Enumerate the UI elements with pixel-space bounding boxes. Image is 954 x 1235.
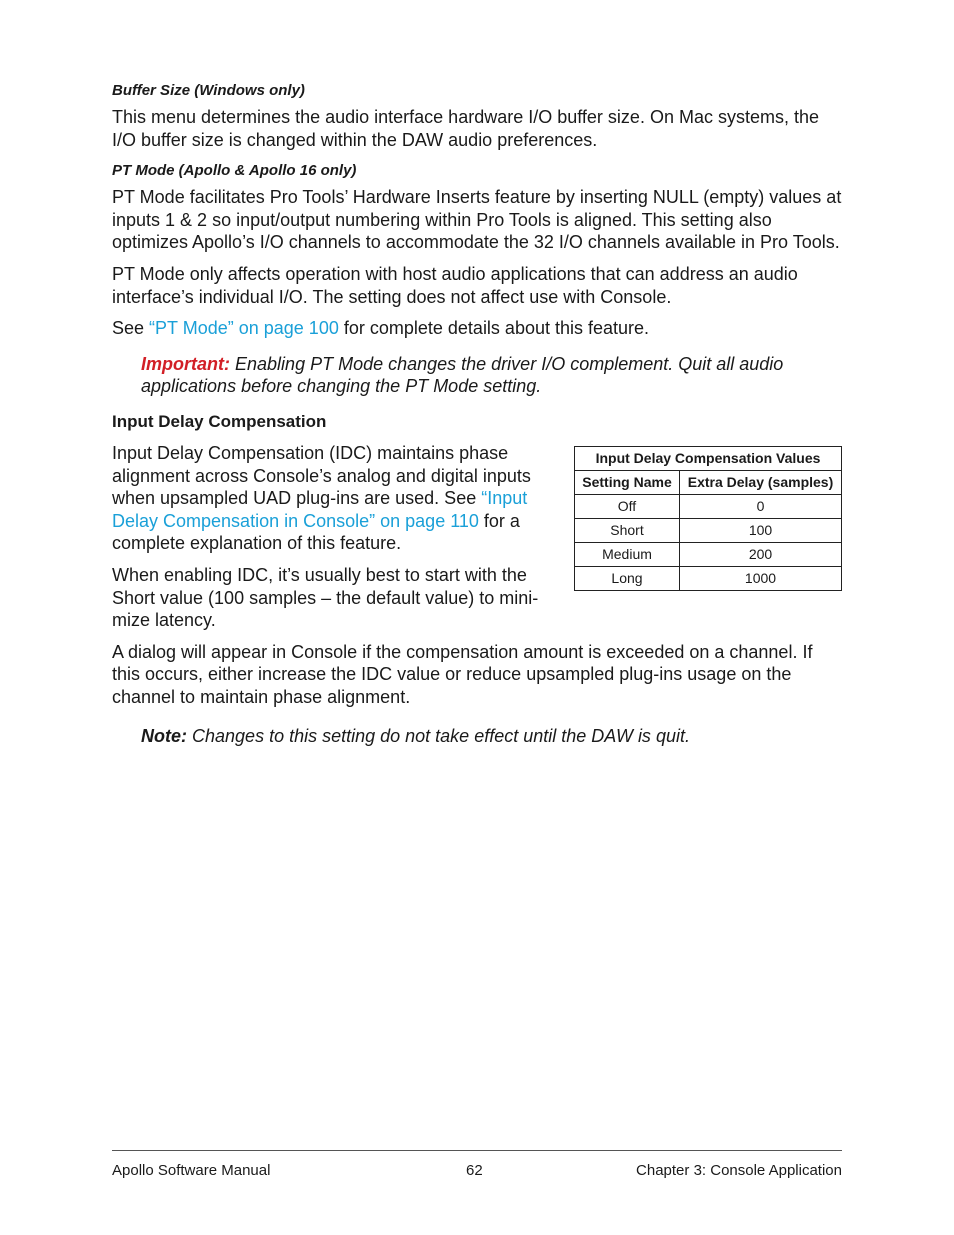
idc-heading: Input Delay Compensation (112, 411, 327, 431)
table-cell-setting: Medium (575, 542, 680, 566)
idc-section (112, 442, 842, 632)
footer-divider (112, 1150, 842, 1151)
table-row (575, 542, 842, 566)
table-row (575, 494, 842, 518)
footer-chapter: Chapter 3: Console Application (636, 1162, 842, 1179)
table-cell-setting: Long (575, 566, 680, 590)
note-text: Changes to this setting do not take effect until the DAW is quit. (192, 726, 690, 747)
table-row (575, 566, 842, 590)
pt-mode-see (112, 317, 842, 340)
pt-mode-para-2: PT Mode only affects operation with host audio applications that can address an audio interface’s individual I/O. The setting does not affect use with Console. (112, 263, 798, 307)
idc-values-table (574, 446, 842, 591)
buffer-size-heading: Buffer Size (Windows only) (112, 82, 305, 99)
footer-manual-title: Apollo Software Manual (112, 1162, 271, 1179)
important-label: Important: (141, 353, 230, 374)
table-header-setting: Setting Name (575, 470, 680, 494)
idc-para-1-suffix: for a complete explanation of this feature. (112, 510, 520, 554)
table-row (575, 518, 842, 542)
idc-para-2: When enabling IDC, it’s usually best to start with the Short value (100 samples – the default value) to mini-mize latency. (112, 564, 539, 631)
pt-mode-para-1: PT Mode facilitates Pro Tools’ Hardware Inserts feature by inserting NULL (empty) values at inputs 1 & 2 so input/output numbering within Pro Tools is aligned. This setting also optimizes Apollo’s I/O channels to accommodate the 32 I/O channels available in Pro Tools. (112, 187, 842, 253)
pt-mode-link[interactable]: “PT Mode” on page 100 (149, 318, 339, 339)
important-text: Enabling PT Mode changes the driver I/O complement. Quit all audio applications before changing the PT Mode setting. (141, 353, 784, 397)
table-cell-delay: 200 (680, 542, 842, 566)
page-content (112, 80, 842, 748)
table-title-row (575, 446, 842, 470)
idc-note (141, 725, 842, 748)
idc-para-1-prefix: Input Delay Compensation (IDC) maintains phase alignment across Console’s analog and digital inputs when upsampled UAD plug-ins are used. See (112, 442, 531, 509)
pt-mode-see-suffix: for complete details about this feature. (343, 318, 650, 339)
footer-page-number: 62 (466, 1162, 483, 1179)
table-header-row (575, 470, 842, 494)
idc-left-column (112, 442, 562, 632)
idc-para-3: A dialog will appear in Console if the compensation amount is exceeded on a channel. If this occurs, either increase the IDC value or reduce upsampled plug-ins usage on the channel to maintain phase alignment. (112, 641, 813, 707)
table-title: Input Delay Compensation Values (575, 446, 842, 470)
pt-mode-see-prefix: See (112, 318, 145, 339)
idc-link[interactable]: “Input Delay Compensation in Console” on page 110 (112, 488, 528, 531)
table-cell-setting: Short (575, 518, 680, 542)
idc-para-1 (112, 442, 562, 555)
table-cell-setting: Off (575, 494, 680, 518)
table-cell-delay: 0 (680, 494, 842, 518)
buffer-size-body: This menu determines the audio interface hardware I/O buffer size. On Mac systems, the I/O buffer size is changed within the DAW audio preferences. (112, 107, 819, 150)
pt-mode-heading: PT Mode (Apollo & Apollo 16 only) (112, 162, 357, 180)
table-cell-delay: 100 (680, 518, 842, 542)
table-cell-delay: 1000 (680, 566, 842, 590)
note-label: Note: (141, 726, 187, 747)
important-note (141, 353, 842, 398)
table-header-delay: Extra Delay (samples) (680, 470, 842, 494)
